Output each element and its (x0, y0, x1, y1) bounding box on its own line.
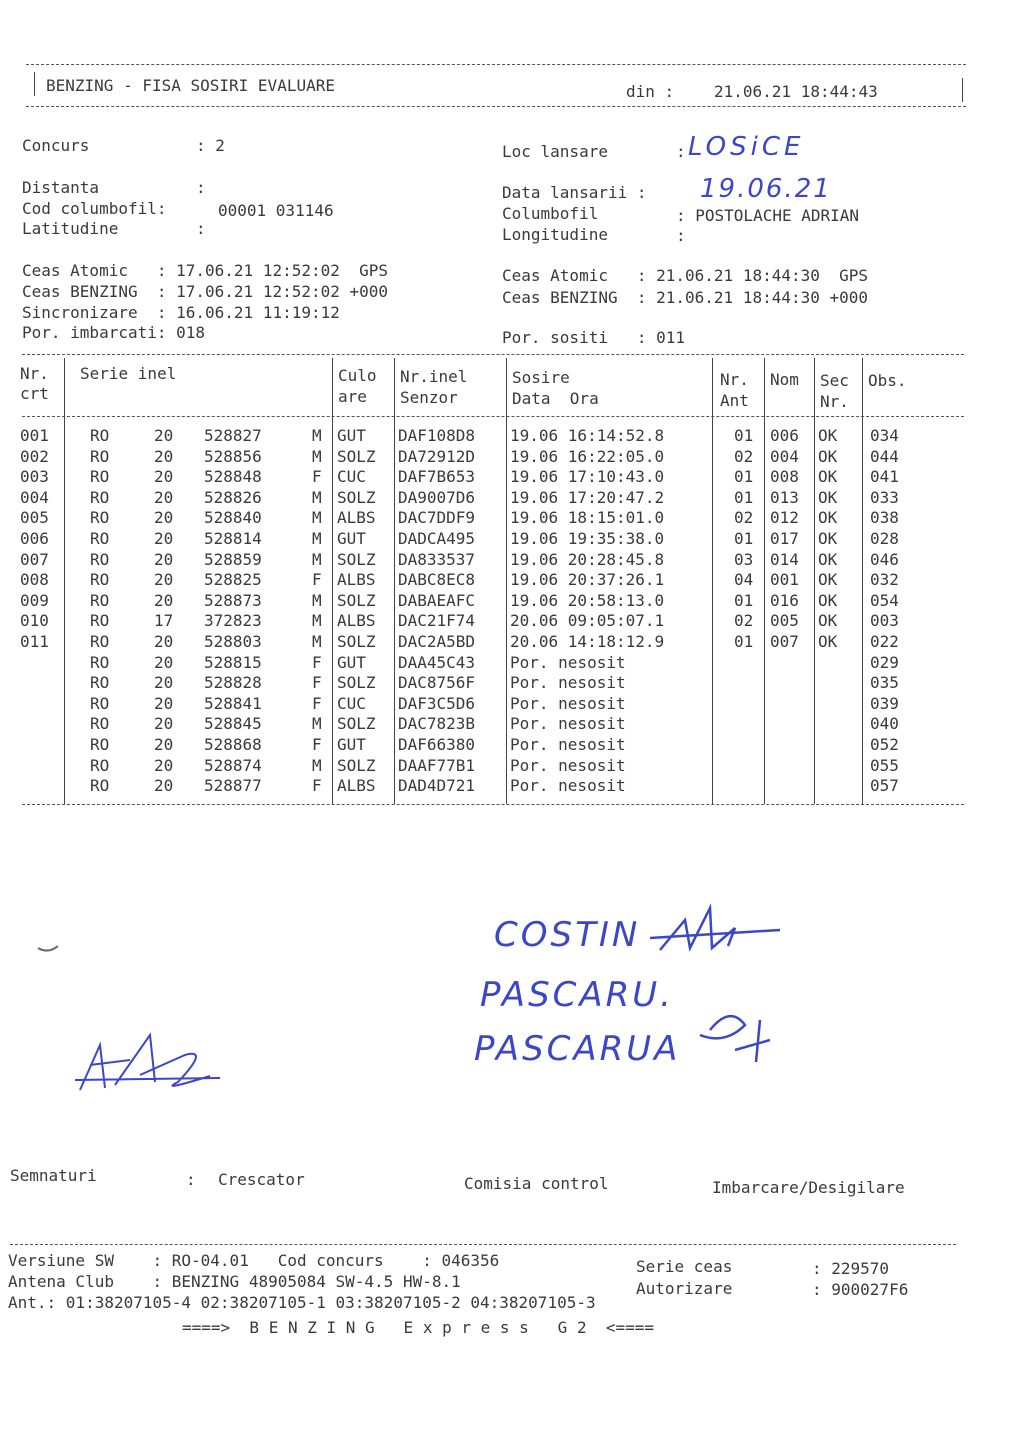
row-sosire: Por. nesosit (510, 714, 626, 734)
row-culoare: SOLZ (337, 446, 376, 466)
header-senzor: Senzor (400, 388, 458, 407)
row-culoare: CUC (337, 467, 366, 487)
row-year: 20 (154, 755, 174, 775)
row-obs: 029 (870, 652, 899, 672)
row-year: 17 (154, 611, 174, 631)
row-senzor: DAC7DDF9 (398, 508, 476, 528)
row-sec: OK (818, 446, 838, 466)
row-obs: 044 (870, 446, 899, 466)
header-serie-inel: Serie inel (80, 364, 177, 383)
crescator-label: Crescator (218, 1170, 305, 1189)
row-ant: 01 (734, 467, 754, 487)
row-sex: M (312, 426, 322, 445)
autorizare-label: Autorizare (636, 1279, 733, 1298)
table-top-border (22, 354, 964, 355)
row-sex: M (312, 590, 322, 610)
row-sex: F (312, 570, 322, 590)
row-sosire: 19.06 20:58:13.0 (510, 590, 665, 610)
row-ant: 01 (734, 426, 754, 445)
row-sex: M (312, 487, 322, 507)
header-left-bar (34, 72, 35, 96)
ceas-atomic-start: Ceas Atomic : 17.06.21 12:52:02 GPS (22, 261, 389, 280)
row-sex: F (312, 673, 322, 693)
row-culoare: SOLZ (337, 632, 376, 651)
row-ant: 01 (734, 529, 754, 548)
row-year: 20 (154, 652, 174, 672)
row-sosire: 19.06 18:15:01.0 (510, 508, 665, 528)
row-obs: 003 (870, 611, 899, 631)
row-senzor: DAA45C43 (398, 652, 476, 672)
benzing-express-banner: ====> B E N Z I N G E x p r e s s G 2 <==== (182, 1318, 655, 1337)
row-year: 20 (154, 467, 174, 487)
header-culo: Culo (338, 366, 377, 385)
porumbei-sositi: Por. sositi : 011 (502, 328, 686, 347)
row-sec: OK (818, 426, 838, 445)
loc-lansare-handwritten: LOSiCE (688, 132, 805, 162)
row-nom: 001 (770, 570, 799, 590)
serie-ceas-value: : 229570 (812, 1259, 890, 1278)
row-obs: 033 (870, 487, 899, 507)
signature-scribble-2 (690, 1000, 780, 1070)
row-obs: 052 (870, 735, 899, 754)
row-sosire: Por. nesosit (510, 755, 626, 775)
row-ant: 02 (734, 508, 754, 528)
row-sex: M (312, 714, 322, 734)
row-year: 20 (154, 776, 174, 796)
row-senzor: DA9007D6 (398, 487, 476, 507)
concurs-label: Concurs (22, 136, 90, 155)
row-ant: 02 (734, 611, 754, 631)
row-senzor: DABAEAFC (398, 590, 476, 610)
row-ring: 528848 (204, 467, 262, 487)
distanta-label: Distanta (22, 178, 100, 197)
row-country: RO (90, 508, 110, 528)
row-nom: 012 (770, 508, 799, 528)
document-title: BENZING - FISA SOSIRI EVALUARE (46, 76, 335, 95)
longitudine-label: Longitudine (502, 225, 608, 244)
row-sex: M (312, 529, 322, 548)
row-ant: 03 (734, 549, 754, 569)
concurs-value: : 2 (196, 136, 225, 155)
table-row (0, 428, 1024, 449)
row-country: RO (90, 446, 110, 466)
header-nom: Nom (770, 370, 799, 389)
row-senzor: DAAF77B1 (398, 755, 476, 775)
row-obs: 038 (870, 508, 899, 528)
handwritten-name-pascaru-1: PASCARU. (480, 975, 674, 1015)
data-lansarii-label: Data lansarii : (502, 183, 647, 202)
row-nom: 014 (770, 549, 799, 569)
row-nom: 013 (770, 487, 799, 507)
semnaturi-label: Semnaturi (10, 1166, 97, 1185)
row-senzor: DAC7823B (398, 714, 476, 734)
row-sosire: 20.06 09:05:07.1 (510, 611, 665, 631)
loc-lansare-label: Loc lansare (502, 142, 608, 161)
row-ring: 528841 (204, 693, 262, 713)
header-obs: Obs. (868, 371, 907, 390)
row-culoare: GUT (337, 529, 366, 548)
row-sex: F (312, 652, 322, 672)
row-culoare: SOLZ (337, 549, 376, 569)
row-sosire: 20.06 14:18:12.9 (510, 632, 665, 651)
row-obs: 054 (870, 590, 899, 610)
row-culoare: SOLZ (337, 714, 376, 734)
row-senzor: DAC2A5BD (398, 632, 476, 651)
semnaturi-colon: : (186, 1170, 196, 1189)
row-culoare: SOLZ (337, 755, 376, 775)
row-ant: 04 (734, 570, 754, 590)
row-sosire: Por. nesosit (510, 735, 626, 754)
row-obs: 040 (870, 714, 899, 734)
versiune-sw: Versiune SW : RO-04.01 Cod concurs : 046356 (8, 1251, 500, 1270)
latitudine-label: Latitudine (22, 219, 119, 238)
row-senzor: DADCA495 (398, 529, 476, 548)
row-country: RO (90, 487, 110, 507)
header-nr: Nr. (20, 364, 49, 383)
row-culoare: SOLZ (337, 590, 376, 610)
row-culoare: CUC (337, 693, 366, 713)
row-nom: 016 (770, 590, 799, 610)
row-crt: 009 (20, 590, 49, 610)
signature-scribble-3 (60, 1020, 240, 1100)
row-country: RO (90, 776, 110, 796)
row-year: 20 (154, 673, 174, 693)
row-sosire: 19.06 20:37:26.1 (510, 570, 665, 590)
row-obs: 055 (870, 755, 899, 775)
columbofil-value: : POSTOLACHE ADRIAN (676, 206, 860, 225)
antene-list: Ant.: 01:38207105-4 02:38207105-1 03:38207105-2 04:38207105-3 (8, 1293, 596, 1312)
row-culoare: GUT (337, 426, 366, 445)
row-culoare: ALBS (337, 611, 376, 631)
date-value: 21.06.21 18:44:43 (714, 82, 878, 101)
row-sex: M (312, 632, 322, 651)
date-label: din : (626, 82, 675, 101)
row-ring: 528826 (204, 487, 262, 507)
header-data-ora: Data Ora (512, 389, 599, 408)
row-ring: 528803 (204, 632, 262, 651)
row-country: RO (90, 693, 110, 713)
row-crt: 011 (20, 632, 49, 651)
row-senzor: DAF7B653 (398, 467, 476, 487)
row-obs: 028 (870, 529, 899, 548)
row-sosire: Por. nesosit (510, 652, 626, 672)
row-obs: 022 (870, 632, 899, 651)
row-sex: F (312, 693, 322, 713)
row-sec: OK (818, 590, 838, 610)
row-ring: 528868 (204, 735, 262, 754)
data-lansarii-handwritten: 19.06.21 (700, 174, 832, 204)
row-sosire: 19.06 16:22:05.0 (510, 446, 665, 466)
row-nom: 004 (770, 446, 799, 466)
row-sosire: 19.06 20:28:45.8 (510, 549, 665, 569)
row-year: 20 (154, 693, 174, 713)
longitudine-value: : (676, 226, 686, 245)
row-senzor: DAC21F74 (398, 611, 476, 631)
ink-mark (34, 938, 64, 958)
table-header-border (22, 416, 964, 417)
row-country: RO (90, 673, 110, 693)
header-sosire: Sosire (512, 368, 570, 387)
header-bottom-border (26, 106, 966, 107)
handwritten-name-pascaru-2: PASCARUA (474, 1029, 681, 1069)
row-sex: M (312, 508, 322, 528)
row-obs: 032 (870, 570, 899, 590)
row-crt: 002 (20, 446, 49, 466)
row-ring: 528828 (204, 673, 262, 693)
row-country: RO (90, 529, 110, 548)
header-ant: Ant (720, 391, 749, 410)
row-ant: 02 (734, 446, 754, 466)
footer-border (10, 1244, 956, 1245)
row-ring: 528873 (204, 590, 262, 610)
table-bottom-border (22, 804, 964, 805)
row-sosire: Por. nesosit (510, 673, 626, 693)
header-sec: Sec (820, 371, 849, 390)
row-sex: F (312, 776, 322, 796)
row-sec: OK (818, 467, 838, 487)
row-crt: 007 (20, 549, 49, 569)
row-senzor: DABC8EC8 (398, 570, 476, 590)
ceas-atomic-end: Ceas Atomic : 21.06.21 18:44:30 GPS (502, 266, 869, 285)
row-country: RO (90, 611, 110, 631)
row-sosire: Por. nesosit (510, 693, 626, 713)
antena-club: Antena Club : BENZING 48905084 SW-4.5 HW-8.1 (8, 1272, 461, 1291)
columbofil-label: Columbofil (502, 204, 599, 223)
row-senzor: DA72912D (398, 446, 476, 466)
row-country: RO (90, 735, 110, 754)
table-row (0, 778, 1024, 799)
row-ring: 372823 (204, 611, 262, 631)
header-top-border (26, 64, 966, 65)
row-sosire: 19.06 19:35:38.0 (510, 529, 665, 548)
row-sec: OK (818, 570, 838, 590)
row-culoare: ALBS (337, 776, 376, 796)
row-senzor: DAC8756F (398, 673, 476, 693)
row-culoare: GUT (337, 652, 366, 672)
row-year: 20 (154, 508, 174, 528)
header-right-bar (962, 78, 963, 102)
row-obs: 039 (870, 693, 899, 713)
row-sex: F (312, 467, 322, 487)
row-obs: 034 (870, 426, 899, 445)
header-sec-nr: Nr. (820, 392, 849, 411)
row-sosire: 19.06 16:14:52.8 (510, 426, 665, 445)
row-sosire: 19.06 17:20:47.2 (510, 487, 665, 507)
serie-ceas-label: Serie ceas (636, 1257, 733, 1276)
row-culoare: SOLZ (337, 487, 376, 507)
row-country: RO (90, 714, 110, 734)
row-ring: 528856 (204, 446, 262, 466)
row-sosire: Por. nesosit (510, 776, 626, 796)
porumbei-imbarcati: Por. imbarcati: 018 (22, 323, 206, 342)
row-sec: OK (818, 487, 838, 507)
row-sec: OK (818, 632, 838, 651)
row-crt: 010 (20, 611, 49, 631)
row-nom: 005 (770, 611, 799, 631)
autorizare-value: : 900027F6 (812, 1280, 909, 1299)
row-crt: 005 (20, 508, 49, 528)
header-nr-inel: Nr.inel (400, 367, 468, 386)
row-ring: 528827 (204, 426, 262, 445)
row-senzor: DAF108D8 (398, 426, 476, 445)
row-ring: 528877 (204, 776, 262, 796)
row-country: RO (90, 549, 110, 569)
row-country: RO (90, 570, 110, 590)
row-culoare: SOLZ (337, 673, 376, 693)
row-year: 20 (154, 549, 174, 569)
row-sec: OK (818, 549, 838, 569)
row-obs: 046 (870, 549, 899, 569)
row-country: RO (90, 590, 110, 610)
header-nr-ant: Nr. (720, 370, 749, 389)
table-row (0, 531, 1024, 552)
sincronizare: Sincronizare : 16.06.21 11:19:12 (22, 303, 340, 322)
row-sec: OK (818, 508, 838, 528)
row-sex: M (312, 549, 322, 569)
row-ring: 528845 (204, 714, 262, 734)
imbarcare-label: Imbarcare/Desigilare (712, 1178, 905, 1197)
row-ring: 528825 (204, 570, 262, 590)
latitudine-value: : (196, 219, 206, 238)
row-sex: F (312, 735, 322, 754)
row-ant: 01 (734, 632, 754, 651)
row-country: RO (90, 652, 110, 672)
row-senzor: DAF3C5D6 (398, 693, 476, 713)
row-nom: 007 (770, 632, 799, 651)
row-culoare: ALBS (337, 570, 376, 590)
header-are: are (338, 387, 367, 406)
row-obs: 035 (870, 673, 899, 693)
handwritten-name-costin: COSTIN (494, 915, 641, 955)
row-crt: 003 (20, 467, 49, 487)
row-ant: 01 (734, 590, 754, 610)
row-sex: M (312, 446, 322, 466)
row-country: RO (90, 426, 110, 445)
row-year: 20 (154, 735, 174, 754)
row-ring: 528840 (204, 508, 262, 528)
row-ring: 528874 (204, 755, 262, 775)
row-year: 20 (154, 529, 174, 548)
row-country: RO (90, 632, 110, 651)
row-nom: 017 (770, 529, 799, 548)
signature-scribble-1 (640, 900, 790, 960)
row-year: 20 (154, 426, 174, 445)
row-senzor: DAF66380 (398, 735, 476, 754)
row-ant: 01 (734, 487, 754, 507)
row-year: 20 (154, 714, 174, 734)
row-nom: 006 (770, 426, 799, 445)
ceas-benzing-start: Ceas BENZING : 17.06.21 12:52:02 +000 (22, 282, 389, 301)
row-senzor: DA833537 (398, 549, 476, 569)
row-crt: 006 (20, 529, 49, 548)
row-year: 20 (154, 446, 174, 466)
row-senzor: DAD4D721 (398, 776, 476, 796)
row-ring: 528815 (204, 652, 262, 672)
table-row (0, 634, 1024, 655)
row-culoare: ALBS (337, 508, 376, 528)
row-obs: 041 (870, 467, 899, 487)
row-sec: OK (818, 611, 838, 631)
row-ring: 528814 (204, 529, 262, 548)
loc-lansare-colon: : (676, 142, 686, 161)
row-crt: 001 (20, 426, 49, 445)
row-sec: OK (818, 529, 838, 548)
row-sosire: 19.06 17:10:43.0 (510, 467, 665, 487)
ceas-benzing-end: Ceas BENZING : 21.06.21 18:44:30 +000 (502, 288, 869, 307)
cod-columbofil-value: 00001 031146 (218, 201, 334, 220)
row-sex: M (312, 611, 322, 631)
row-year: 20 (154, 487, 174, 507)
row-culoare: GUT (337, 735, 366, 754)
row-year: 20 (154, 632, 174, 651)
row-ring: 528859 (204, 549, 262, 569)
row-crt: 008 (20, 570, 49, 590)
row-country: RO (90, 755, 110, 775)
distanta-value: : (196, 178, 206, 197)
row-year: 20 (154, 570, 174, 590)
row-obs: 057 (870, 776, 899, 796)
cod-columbofil-label: Cod columbofil: (22, 199, 167, 218)
row-sex: M (312, 755, 322, 775)
header-crt: crt (20, 384, 49, 403)
row-crt: 004 (20, 487, 49, 507)
comisia-control-label: Comisia control (464, 1174, 609, 1193)
table-row (0, 737, 1024, 758)
row-nom: 008 (770, 467, 799, 487)
row-country: RO (90, 467, 110, 487)
row-year: 20 (154, 590, 174, 610)
